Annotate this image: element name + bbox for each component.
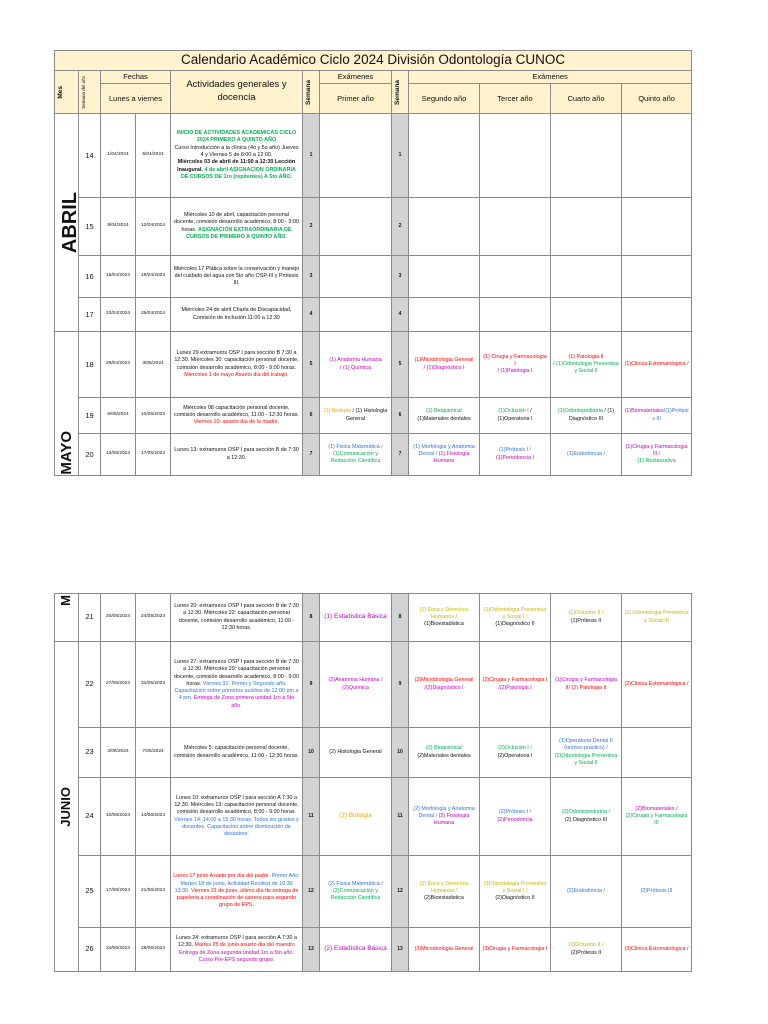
exam-text: (1) Fisica Matemática / <box>328 443 383 450</box>
exam-segundo <box>409 778 480 856</box>
week-number: 24 <box>79 778 101 856</box>
exam-quinto <box>622 298 692 332</box>
exam-quinto <box>622 398 692 434</box>
exam-text: (1) Cirugia y Farmacologia I <box>483 353 547 367</box>
semana-2: 8 <box>392 594 409 642</box>
semana-2: 1 <box>392 114 409 198</box>
exam-text: (2)Química <box>342 684 369 691</box>
exam-text: (2) Bioquimica/ <box>426 745 462 752</box>
exam-tercero <box>480 778 551 856</box>
activity-text: Lunes 10: extramuros OSP I para sección A 7:30 a 12:30. Miércoles 13: capacitación personal docente, comisión desarrollo académico, 8:00 - 9:00 horas. <box>174 794 299 816</box>
table-row <box>55 728 692 778</box>
table-row <box>55 594 692 642</box>
table-row <box>55 642 692 728</box>
exam-cuarto <box>551 198 622 256</box>
week-number: 20 <box>79 434 101 476</box>
activity-text: Curso Introducción a la clínica (4o y 5o año) Jueves 4 y Viernes 5 de 8:00 a 12:00. <box>174 144 299 158</box>
week-number: 19 <box>79 398 101 434</box>
activity-text: Viernes 10: asueto día de la madre. <box>193 419 280 426</box>
exam-text: (1)Prótesis II <box>570 617 602 624</box>
table-row <box>55 778 692 856</box>
exam-text: (1) Restaurativa <box>637 458 676 465</box>
exam-segundo <box>409 594 480 642</box>
exam-text: (1) Ética y Derechos Humanos / <box>419 606 469 620</box>
exam-text: (1)Operatoria Dental II (teórico-práctico) / <box>559 737 613 752</box>
header-actividades: Actividades generales y docencia <box>171 71 303 114</box>
activity-text: Viernes 31: Primer y Segundo año. Capacitación sobre primeros auxilios de 12:00 pm a 4 pm. <box>174 680 299 702</box>
exam-cuarto <box>551 398 622 434</box>
activity-text: 4 de abril ASIGNACION ORDINARIA DE CURSOS DE 1ro (repitentes) A 5to AÑO. <box>180 166 296 180</box>
date-end: 19/04/2024 <box>136 256 171 298</box>
activity-text: Miercoles 1 de mayo Asueto dia del trabajo. <box>184 371 289 378</box>
table-row <box>55 434 692 476</box>
exam-text: (2)Bioestadistica <box>424 895 464 902</box>
exam-primer <box>320 398 392 434</box>
semana-1: 6 <box>303 398 320 434</box>
date-end: 26/04/2024 <box>136 298 171 332</box>
date-start: 6/05/2024 <box>101 398 136 434</box>
exam-quinto <box>622 928 692 972</box>
exam-primer <box>320 928 392 972</box>
semana-2: 5 <box>392 332 409 398</box>
activity-text: Lunes 24: extramuros OSP I para sección A 7:30 a 12:30. <box>176 934 297 949</box>
activity-text: Miércoles 03 de abril de 11:00 a 12:30 Lección Inaugural. <box>177 159 296 173</box>
exam-quinto <box>622 642 692 728</box>
table-row <box>55 198 692 256</box>
date-end: 31/05/2024 <box>136 642 171 728</box>
semana-2: 7 <box>392 434 409 476</box>
table-row <box>55 298 692 332</box>
exam-text: / (1)Operatoria I <box>497 408 533 422</box>
exam-tercero <box>480 198 551 256</box>
exam-cuarto <box>551 256 622 298</box>
exam-text: (1) Estadistica Básica <box>324 613 387 621</box>
semana-1: 7 <box>303 434 320 476</box>
exam-cuarto <box>551 778 622 856</box>
exam-primer <box>320 256 392 298</box>
activity-text: Lunes 20: extramuros OSP I para sección B de 7:30 a 12:30. Miércoles 22: capacitación personal docente, comisión desarrollo académico, 11:00 - 12:30 horas. <box>174 602 299 631</box>
exam-segundo <box>409 434 480 476</box>
exam-text: /(2)Diagnóstico I <box>424 684 464 691</box>
week-number: 25 <box>79 856 101 928</box>
activities <box>171 198 303 256</box>
activities <box>171 114 303 198</box>
semana-2: 12 <box>392 856 409 928</box>
exam-text: (1)Comunicación y Redacción Científica <box>330 450 381 465</box>
date-end: 7/06/2024 <box>136 728 171 778</box>
exam-primer <box>320 594 392 642</box>
exam-text: (1)Oclusión I <box>498 408 529 415</box>
activity-text: Entrega de Zona primera unidad 1ro a 5to año. <box>193 695 295 709</box>
calendar-table-top <box>54 50 692 476</box>
exam-text: (1) Morfologia y Anatomia Dental / <box>413 443 475 457</box>
exam-tercero <box>480 332 551 398</box>
exam-segundo <box>409 928 480 972</box>
table-row <box>55 256 692 298</box>
table-row <box>55 332 692 398</box>
week-number: 17 <box>79 298 101 332</box>
exam-segundo <box>409 256 480 298</box>
exam-text: (2) Morfologia y Anatomia Dental / <box>413 805 475 819</box>
date-end: 24/05/2024 <box>136 594 171 642</box>
exam-text: (2) Estadistica Básica <box>324 945 387 953</box>
activity-text: Viernes 21 de junio, último día de entrega de papeleria a coordinación de carrera para segundo grupo de EPS. <box>176 887 299 909</box>
semana-1: 11 <box>303 778 320 856</box>
semana-1: 4 <box>303 298 320 332</box>
header-lunes-viernes: Lunes a viernes <box>101 84 171 114</box>
exam-text: (1) Anatomia Humana <box>329 357 382 364</box>
exam-quinto <box>622 198 692 256</box>
date-start: 17/06/2024 <box>101 856 136 928</box>
exam-text: (2)Cirugia y Farmacologia III <box>625 812 688 827</box>
exam-text: (1) Odontologia Preventiva y Social III <box>624 610 689 624</box>
exam-text: (2)Clinica Estomatologica / <box>624 680 689 687</box>
exam-cuarto <box>551 642 622 728</box>
exam-text: / (1)Patologia I <box>497 368 533 375</box>
month-mayo-cont: M <box>55 594 79 642</box>
activities <box>171 332 303 398</box>
exam-text: (1) Bioquimica/ <box>426 408 462 415</box>
exam-text: (1)Endodoncia / <box>566 450 606 457</box>
exam-segundo <box>409 642 480 728</box>
exam-tercero <box>480 728 551 778</box>
week-number: 21 <box>79 594 101 642</box>
exam-text: (2) Histologia General <box>329 748 382 755</box>
semana-1: 13 <box>303 928 320 972</box>
activity-text: Miércoles 24 de abril Charla de Discapacidad, Comisión de Inclusión 11:00 a 12:30 <box>181 307 292 321</box>
date-end: 17/05/2024 <box>136 434 171 476</box>
activity-text: Lunes 17 junio Asueto por día del padre. <box>173 873 271 880</box>
exam-quinto <box>622 728 692 778</box>
activity-text: Lunes 27: extramuros OSP I para sección B de 7:30 a 12:30. Miércoles 29: capacitación personal docente, comisión desarrollo académico, 8:00 - 9:00 horas. <box>174 658 299 687</box>
exam-primer <box>320 778 392 856</box>
date-start: 22/04/2024 <box>101 298 136 332</box>
week-number: 18 <box>79 332 101 398</box>
exam-text: (1)Cirugia y Farmacologia II/ <box>554 677 617 691</box>
exam-primer <box>320 434 392 476</box>
exam-text: / (1) Diagnóstico III <box>568 408 615 422</box>
exam-quinto <box>622 256 692 298</box>
exam-text: (1) Fisiologia Humana <box>433 450 470 465</box>
exam-primer <box>320 114 392 198</box>
exam-quinto <box>622 594 692 642</box>
exam-cuarto <box>551 856 622 928</box>
week-number: 23 <box>79 728 101 778</box>
semana-1: 2 <box>303 198 320 256</box>
exam-text: / (1)Odontologia Preventiva y Social II <box>553 360 619 375</box>
month-abril: ABRIL <box>55 114 79 332</box>
date-start: 1/04/2024 <box>101 114 136 198</box>
exam-text: (2) Biologia <box>339 812 372 820</box>
exam-text: (3)Cirugia y Farmacologia I <box>482 945 548 952</box>
exam-text: (1) Biologia <box>323 408 351 415</box>
exam-tercero <box>480 594 551 642</box>
exam-text: (2)Prótesis I / <box>498 809 532 816</box>
exam-segundo <box>409 856 480 928</box>
table-row <box>55 928 692 972</box>
activity-text: INICIO DE ACTIVIDADES ACADEMICAS CICLO 2024 PRIMERO A QUINTO AÑO <box>176 130 297 144</box>
exam-quinto <box>622 114 692 198</box>
exam-primer <box>320 728 392 778</box>
exam-cuarto <box>551 594 622 642</box>
table-row <box>55 398 692 434</box>
activities <box>171 594 303 642</box>
date-start: 8/04/2024 <box>101 198 136 256</box>
semana-2: 2 <box>392 198 409 256</box>
exam-text: (1)Diagnóstico II <box>495 621 535 628</box>
exam-text: (1)Odontopediatria <box>557 408 603 415</box>
date-end: 12/04/2024 <box>136 198 171 256</box>
exam-text: (2)Biomateriales / <box>635 805 678 812</box>
semana-2: 3 <box>392 256 409 298</box>
exam-quinto <box>622 434 692 476</box>
exam-cuarto <box>551 928 622 972</box>
semana-2: 13 <box>392 928 409 972</box>
activity-text: Martes 25 de junio asueto dia del maestro <box>194 942 295 949</box>
exam-text: (2)Prótesis II <box>570 949 602 956</box>
exam-text: (2)Endodoncia / <box>566 887 606 894</box>
activities <box>171 434 303 476</box>
exam-text: (2)Diagnóstico II <box>495 895 535 902</box>
exam-text: (2)Periodoncia <box>497 816 533 823</box>
calendar-table-bottom <box>54 593 692 972</box>
exam-tercero <box>480 642 551 728</box>
exam-text: (2)Cirugia y Farmacologia I <box>482 677 548 684</box>
week-number: 26 <box>79 928 101 972</box>
header-cuarto-anio: Cuarto año <box>551 84 622 114</box>
semana-1: 8 <box>303 594 320 642</box>
exam-quinto <box>622 778 692 856</box>
semana-2: 9 <box>392 642 409 728</box>
exam-text: (1)Biomateriales <box>624 408 664 415</box>
activity-text: Miércoles 17 Plática sobre la conservación y manejo del cuidado del agua con 5to año OSP-III y Prótesis III. <box>173 265 300 287</box>
exam-text: /(2)Patologia I <box>498 684 532 691</box>
exam-segundo <box>409 398 480 434</box>
exam-cuarto <box>551 114 622 198</box>
header-examenes-2: Exámenes <box>409 71 692 84</box>
activity-text: Primer Año: Martes 18 de junio, Actividad Recifest de 10:30 13:30. <box>174 873 300 894</box>
semana-1: 1 <box>303 114 320 198</box>
week-number: 22 <box>79 642 101 728</box>
semana-2: 4 <box>392 298 409 332</box>
date-start: 29/04/2024 <box>101 332 136 398</box>
exam-text: (2)Oclusión II / <box>568 942 604 949</box>
exam-tercero <box>480 114 551 198</box>
header-semana-anio: Semana del año <box>79 71 101 114</box>
exam-text: (1)Microbiologia General <box>414 357 474 364</box>
exam-cuarto <box>551 728 622 778</box>
activities <box>171 856 303 928</box>
date-end: 28/06/2024 <box>136 928 171 972</box>
semana-1: 10 <box>303 728 320 778</box>
exam-cuarto <box>551 332 622 398</box>
activity-text: Miércoles 08 capacitación personal docente, comisión desarrollo académico, 11:00 - 12:30 horas. <box>174 404 299 418</box>
semana-2: 10 <box>392 728 409 778</box>
header-semana-1: Semana <box>303 71 320 114</box>
exam-text: (1)Bioestadistica <box>424 621 464 628</box>
header-primer-anio: Primer año <box>320 84 392 114</box>
week-number: 14 <box>79 114 101 198</box>
exam-primer <box>320 198 392 256</box>
exam-text: (2) Patologia II <box>571 684 607 691</box>
exam-quinto <box>622 856 692 928</box>
date-start: 24/06/2024 <box>101 928 136 972</box>
exam-text: (2)Oclusión I / <box>498 745 532 752</box>
exam-cuarto <box>551 298 622 332</box>
activity-text: Miércoles 10 de abril, capacitación personal docente, comisión desarrollo académico, 8:00 - 9:00 horas. <box>174 212 299 233</box>
exam-segundo <box>409 114 480 198</box>
exam-text: (2)Odontologia Preventiva y Social I / <box>483 880 547 894</box>
semana-2: 11 <box>392 778 409 856</box>
page-title: Calendario Académico Ciclo 2024 División Odontología CUNOC <box>55 51 692 71</box>
month-mayo: MAYO <box>55 332 79 476</box>
exam-text: (1) Patologia II <box>568 353 604 360</box>
exam-text: (1)Clinica Estomatologica / <box>624 360 689 367</box>
exam-tercero <box>480 434 551 476</box>
header-quinto-anio: Quinto año <box>622 84 692 114</box>
exam-text: (2)Prótesis III <box>640 887 673 894</box>
activities <box>171 778 303 856</box>
exam-segundo <box>409 728 480 778</box>
semana-1: 3 <box>303 256 320 298</box>
exam-text: / (1) Química <box>339 364 372 371</box>
exam-tercero <box>480 398 551 434</box>
activities <box>171 298 303 332</box>
date-start: 3/06/2024 <box>101 728 136 778</box>
date-end: 5/04/2024 <box>136 114 171 198</box>
exam-text: (1)Periodoncia I <box>495 454 535 461</box>
exam-text: / (1) Histologia General <box>345 408 388 422</box>
exam-cuarto <box>551 434 622 476</box>
exam-tercero <box>480 928 551 972</box>
activity-text: Lunes 29 extramuros OSP I para sección B 7:30 a 12:30. Miércoles 30: capacitación personal docente, comisión desarrollo académico, 8:00 - 9:00 horas. <box>174 350 299 371</box>
exam-tercero <box>480 856 551 928</box>
exam-segundo <box>409 332 480 398</box>
month-junio: JUNIO <box>55 642 79 972</box>
exam-text: (2)Odontopediatria / <box>562 809 610 816</box>
activity-text: Lunes 13: extramuros OSP I para sección B de 7:30 a 12:30. <box>174 447 299 461</box>
exam-text: (2) Fisica Matemática / <box>328 880 383 887</box>
header-mes: Mes <box>55 71 79 114</box>
activities <box>171 398 303 434</box>
exam-text: (1)Cirugia y Farmacologia III / <box>625 443 688 457</box>
activity-text: Entrega de Zona segunda unidad 1ro a 5to año. Curso Pre-EPS segundo grupo. <box>179 949 294 963</box>
table-row <box>55 114 692 198</box>
table-row <box>55 856 692 928</box>
exam-quinto <box>622 332 692 398</box>
exam-primer <box>320 856 392 928</box>
week-number: 16 <box>79 256 101 298</box>
activity-text: ASIGNACIÓN EXTRAORDINARIA DE CURSOS DE PRIMERO A QUINTO AÑO. <box>186 226 292 240</box>
exam-text: (2)Operatoria I <box>497 752 533 759</box>
date-end: 21/06/2024 <box>136 856 171 928</box>
header-examenes-1: Exámenes <box>320 71 392 84</box>
exam-primer <box>320 298 392 332</box>
date-start: 20/05/2024 <box>101 594 136 642</box>
exam-segundo <box>409 298 480 332</box>
exam-segundo <box>409 198 480 256</box>
exam-text: (2)Anatomia Humana / <box>328 677 383 684</box>
exam-text: (3)Clinica Estomatologica / <box>624 945 689 952</box>
semana-1: 5 <box>303 332 320 398</box>
header-segundo-anio: Segundo año <box>409 84 480 114</box>
semana-2: 6 <box>392 398 409 434</box>
activities <box>171 728 303 778</box>
exam-text: (2)Odontologia Preventiva y Social II <box>554 752 618 766</box>
exam-text: (2)Microbiologia General <box>414 677 474 684</box>
exam-text: (2) Fisiologia Humana <box>433 812 470 827</box>
date-start: 13/05/2024 <box>101 434 136 476</box>
date-end: 14/06/2024 <box>136 778 171 856</box>
header-fechas: Fechas <box>101 71 171 84</box>
semana-1: 9 <box>303 642 320 728</box>
exam-text: / (1)Diagnóstico I <box>423 364 465 371</box>
exam-tercero <box>480 298 551 332</box>
date-start: 10/06/2024 <box>101 778 136 856</box>
exam-text: (2)Materiales dentales <box>417 752 471 759</box>
activities <box>171 928 303 972</box>
semana-1: 12 <box>303 856 320 928</box>
date-start: 27/05/2024 <box>101 642 136 728</box>
header-semana-2: Semana <box>392 71 409 114</box>
header-tercer-anio: Tercer año <box>480 84 551 114</box>
week-number: 15 <box>79 198 101 256</box>
activity-text: Miércoles 5: capacitación personal docente, comisión desarrollo académico, 11:00 - 12:30 horas. <box>174 745 299 759</box>
activity-text: Viernes 14: 14:00 a 15:30 horas. Todos los grados y docentes. Capacitación sobre disminución de desastres. <box>174 816 299 838</box>
exam-text: (3)Microbiologia General <box>414 945 474 952</box>
date-end: 3/05/2024 <box>136 332 171 398</box>
exam-primer <box>320 332 392 398</box>
exam-text: (2) Diagnóstico III <box>564 816 608 823</box>
exam-text: (1)Prótesis I / <box>498 447 532 454</box>
exam-text: (1)Oclusión II / <box>568 610 604 617</box>
activities <box>171 642 303 728</box>
date-start: 15/04/2024 <box>101 256 136 298</box>
exam-text: (1)Materiales dentales <box>417 415 471 422</box>
exam-text: (2)Comunicación y Redacción Científica <box>330 887 381 902</box>
exam-primer <box>320 642 392 728</box>
exam-tercero <box>480 256 551 298</box>
exam-text: /(1)Prótesis III <box>652 408 689 422</box>
exam-text: (2) Ética y Derechos Humanos / <box>419 880 469 894</box>
date-end: 10/05/2024 <box>136 398 171 434</box>
exam-text: (1)Odontologia Preventiva y Social I / <box>483 606 547 620</box>
activities <box>171 256 303 298</box>
